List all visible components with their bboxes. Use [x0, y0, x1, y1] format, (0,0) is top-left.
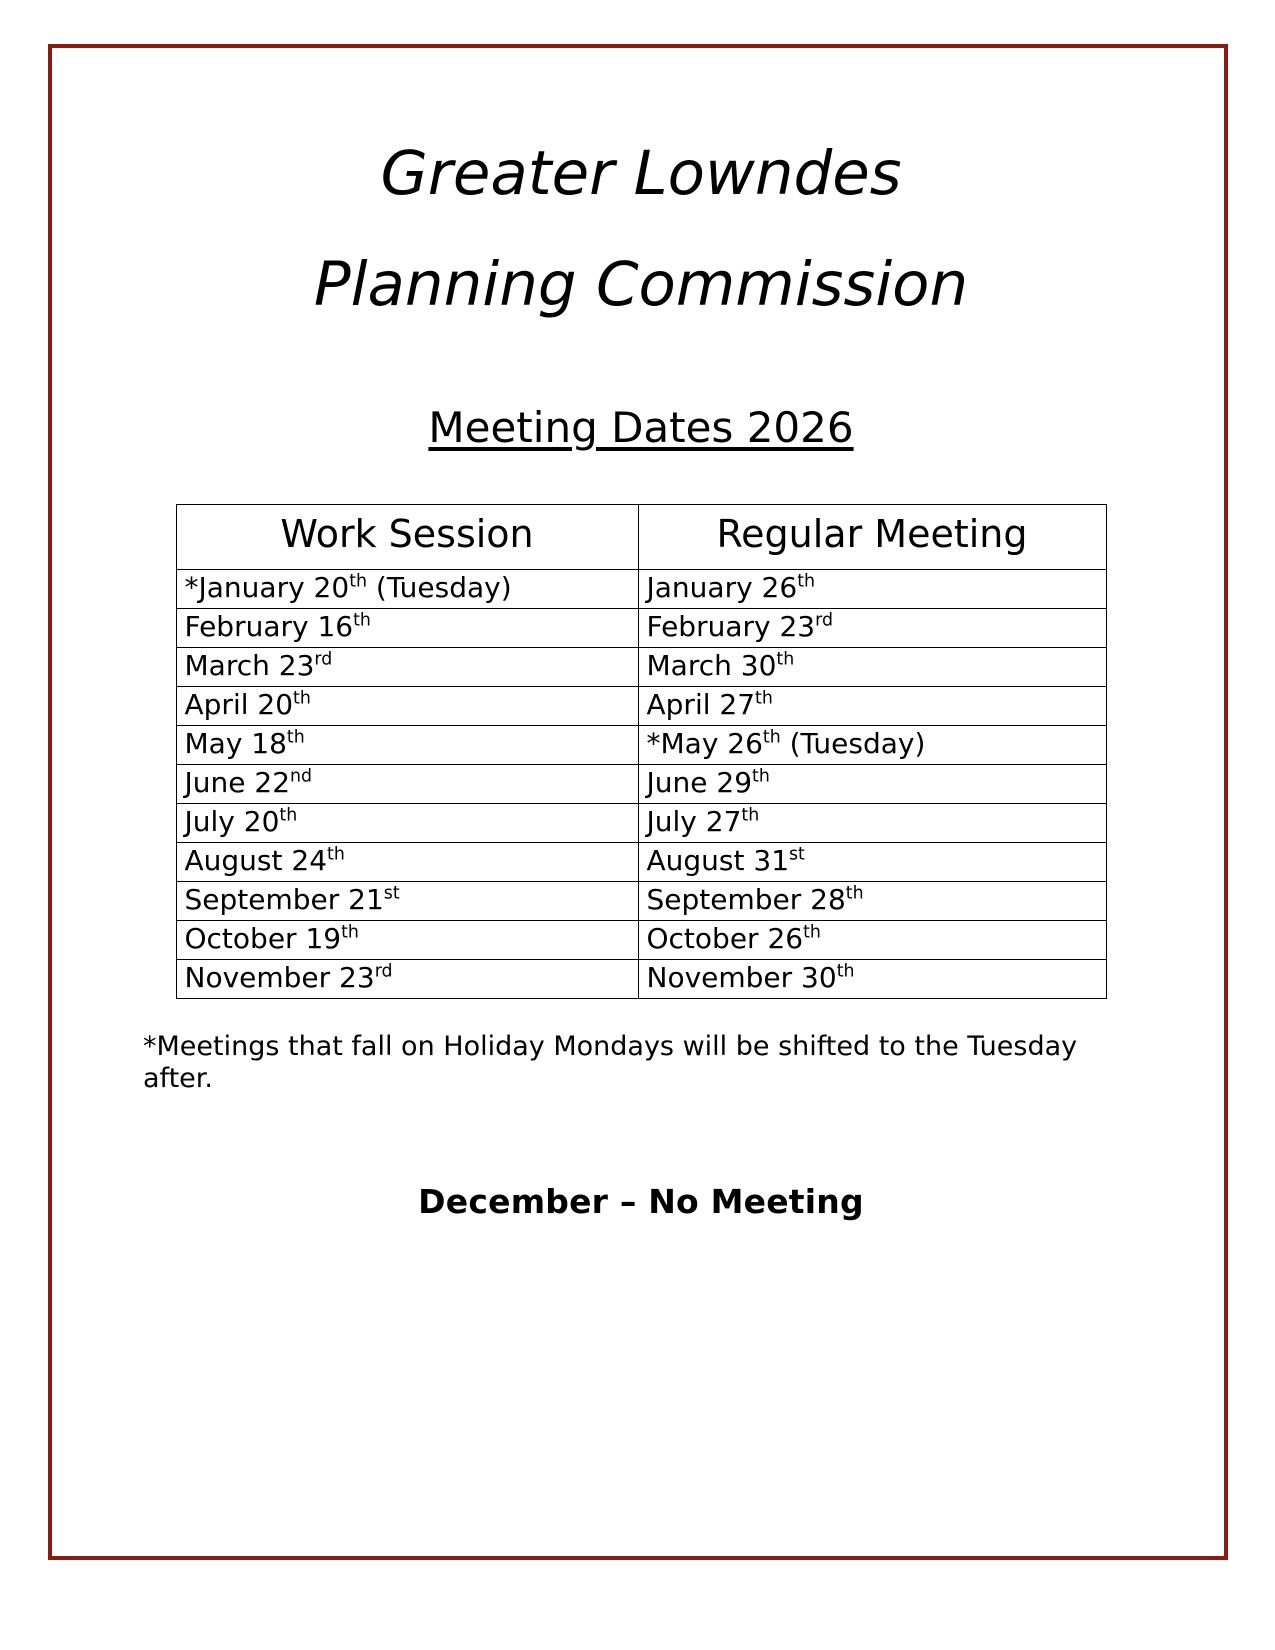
- ordinal-suffix: th: [762, 727, 781, 748]
- cell-work-session: October 19th: [176, 921, 638, 960]
- footnote-text: *Meetings that fall on Holiday Mondays will be shifted to the Tuesday after.: [143, 1031, 1078, 1095]
- table-row: [176, 843, 1106, 882]
- meeting-dates-table: [176, 504, 1107, 999]
- page-title-line-1: Greater Lowndes: [380, 138, 902, 209]
- column-header-regular-meeting: Regular Meeting: [638, 505, 1106, 570]
- ordinal-suffix: th: [755, 688, 773, 709]
- ordinal-suffix: th: [341, 922, 359, 943]
- cell-regular-meeting: June 29th: [638, 765, 1106, 804]
- ordinal-suffix: nd: [290, 766, 313, 787]
- ordinal-suffix: th: [797, 571, 815, 592]
- table-header: [176, 505, 1106, 570]
- table-row: [176, 726, 1106, 765]
- table-body: [176, 570, 1106, 999]
- cell-regular-meeting: *May 26th (Tuesday): [638, 726, 1106, 765]
- cell-regular-meeting: April 27th: [638, 687, 1106, 726]
- cell-regular-meeting: February 23rd: [638, 609, 1106, 648]
- page-subtitle-text: Meeting Dates 2026: [428, 403, 854, 452]
- ordinal-suffix: rd: [374, 961, 393, 982]
- ordinal-suffix: th: [836, 961, 855, 982]
- table-header-row: [176, 505, 1106, 570]
- ordinal-suffix: rd: [815, 610, 833, 631]
- ordinal-suffix: th: [279, 805, 298, 826]
- ordinal-suffix: rd: [314, 649, 333, 670]
- cell-regular-meeting: November 30th: [638, 960, 1106, 999]
- page-border-frame: [48, 44, 1228, 1560]
- table-row: [176, 609, 1106, 648]
- cell-regular-meeting: August 31st: [638, 843, 1106, 882]
- table-row: [176, 921, 1106, 960]
- cell-work-session: May 18th: [176, 726, 638, 765]
- cell-regular-meeting: July 27th: [638, 804, 1106, 843]
- ordinal-suffix: th: [776, 649, 795, 670]
- column-header-work-session: Work Session: [176, 505, 638, 570]
- ordinal-suffix: th: [741, 805, 760, 826]
- document-content: [51, 47, 1231, 1221]
- table-row: [176, 804, 1106, 843]
- cell-work-session: *January 20th (Tuesday): [176, 570, 638, 609]
- table-row: [176, 687, 1106, 726]
- cell-regular-meeting: January 26th: [638, 570, 1106, 609]
- cell-regular-meeting: September 28th: [638, 882, 1106, 921]
- ordinal-suffix: th: [327, 844, 345, 865]
- table-row: [176, 882, 1106, 921]
- ordinal-suffix: th: [803, 922, 821, 943]
- cell-work-session: August 24th: [176, 843, 638, 882]
- cell-work-session: November 23rd: [176, 960, 638, 999]
- page-subtitle: [97, 403, 1185, 452]
- page-title-line-2: Planning Commission: [313, 249, 969, 320]
- meeting-dates-table-container: [97, 504, 1185, 999]
- cell-regular-meeting: October 26th: [638, 921, 1106, 960]
- ordinal-suffix: th: [293, 688, 311, 709]
- table-row: [176, 960, 1106, 999]
- document-header: [97, 47, 1185, 320]
- ordinal-suffix: th: [349, 571, 367, 592]
- table-row: [176, 570, 1106, 609]
- december-no-meeting-note: December – No Meeting: [418, 1181, 864, 1221]
- ordinal-suffix: th: [286, 727, 305, 748]
- cell-work-session: March 23rd: [176, 648, 638, 687]
- cell-work-session: June 22nd: [176, 765, 638, 804]
- cell-work-session: April 20th: [176, 687, 638, 726]
- table-row: [176, 648, 1106, 687]
- ordinal-suffix: th: [752, 766, 770, 787]
- cell-regular-meeting: March 30th: [638, 648, 1106, 687]
- ordinal-suffix: st: [383, 883, 400, 904]
- ordinal-suffix: st: [789, 844, 805, 865]
- table-row: [176, 765, 1106, 804]
- ordinal-suffix: th: [353, 610, 371, 631]
- cell-work-session: February 16th: [176, 609, 638, 648]
- ordinal-suffix: th: [845, 883, 864, 904]
- cell-work-session: September 21st: [176, 882, 638, 921]
- cell-work-session: July 20th: [176, 804, 638, 843]
